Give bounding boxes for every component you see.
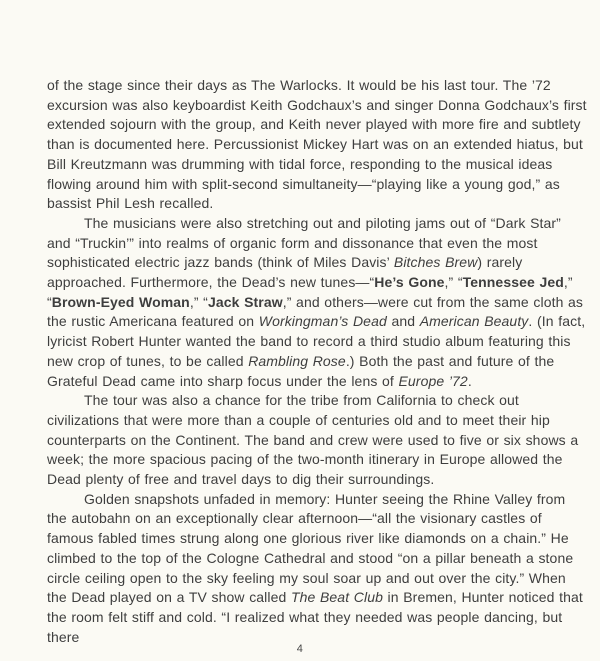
text-run: ,” “ — [47, 274, 573, 310]
text-run: Golden snapshots unfaded in memory: Hunter seeing the Rhine Valley from the autobahn on an exceptionally clear afternoon—“all the visionary castles of famous fabled times strung along one glorious river like diamonds on a chain.” He climbed to the top of the Cologne Cathedral and stood “on a pillar beneath a stone circle ceiling open to the sky feeling my soul soar up and out over the city.” When the Dead played on a TV show called — [47, 490, 574, 606]
text-run: ,” and others—were cut from the same cloth as the rustic Americana featured on — [47, 293, 584, 330]
text-run: . — [467, 372, 472, 389]
album-title-text: The Beat Club — [290, 589, 383, 606]
page-number: 4 — [296, 643, 304, 655]
text-run: The tour was also a chance for the tribe from California to check out civilizations that were more than a couple of centuries old and to meet their hip counterparts on the Continent. The band and crew were used to five or six shows a week; the more spacious pacing of the two-month itinerary in Europe allowed the Dead plenty of free and travel days to dig their surroundings. — [47, 392, 579, 488]
paragraph-1 — [47, 76, 588, 214]
text-run: in Bremen, Hunter noticed that the room felt stiff and cold. “I realized what they needed was people dancing, but there — [47, 589, 583, 645]
body-text — [47, 76, 588, 647]
text-run: The musicians were also stretching out and piloting jams out of “Dark Star” and “Truckin’” into realms of organic form and dissonance that even the most sophisticated electric jazz bands (think of Miles Davis’ — [47, 214, 561, 271]
album-title-text: Bitches Brew — [393, 254, 478, 271]
text-run: ,” “ — [189, 293, 208, 310]
song-title-text: Brown-Eyed Woman — [51, 293, 190, 310]
text-run: and — [386, 313, 420, 330]
album-title-text: Europe ’72 — [398, 372, 468, 389]
paragraph-2 — [47, 214, 588, 391]
text-run: ,” “ — [444, 274, 463, 291]
song-title-text: Jack Straw — [207, 293, 283, 310]
paragraph-3 — [47, 391, 588, 490]
song-title-text: He’s Gone — [374, 274, 445, 291]
song-title-text: Tennessee Jed — [462, 274, 564, 291]
album-title-text: American Beauty — [419, 313, 529, 330]
album-title-text: Rambling Rose — [248, 352, 346, 369]
text-run: . (In fact, lyricist Robert Hunter wanted the band to record a third studio album featuring this new crop of tunes, to be called — [47, 313, 586, 369]
album-title-text: Workingman’s Dead — [258, 313, 387, 330]
text-run: ) rarely approached. Furthermore, the Dead’s new tunes—“ — [47, 254, 523, 291]
paragraph-4 — [47, 490, 588, 648]
text-run: .) Both the past and future of the Grateful Dead came into sharp focus under the lens of — [47, 352, 555, 389]
text-run: of the stage since their days as The Warlocks. It would be his last tour. The ’72 excursion was also keyboardist Keith Godchaux’s and singer Donna Godchaux’s first extended sojourn with the group, and Keith never played with more fire and subtlety than is documented here. Percussionist Mickey Hart was on an extended hiatus, but Bill Kreutzmann was drumming with tidal force, responding to the musical ideas flowing around him with split-second simultaneity—“playing like a young god,” as bassist Phil Lesh recalled. — [47, 77, 587, 212]
